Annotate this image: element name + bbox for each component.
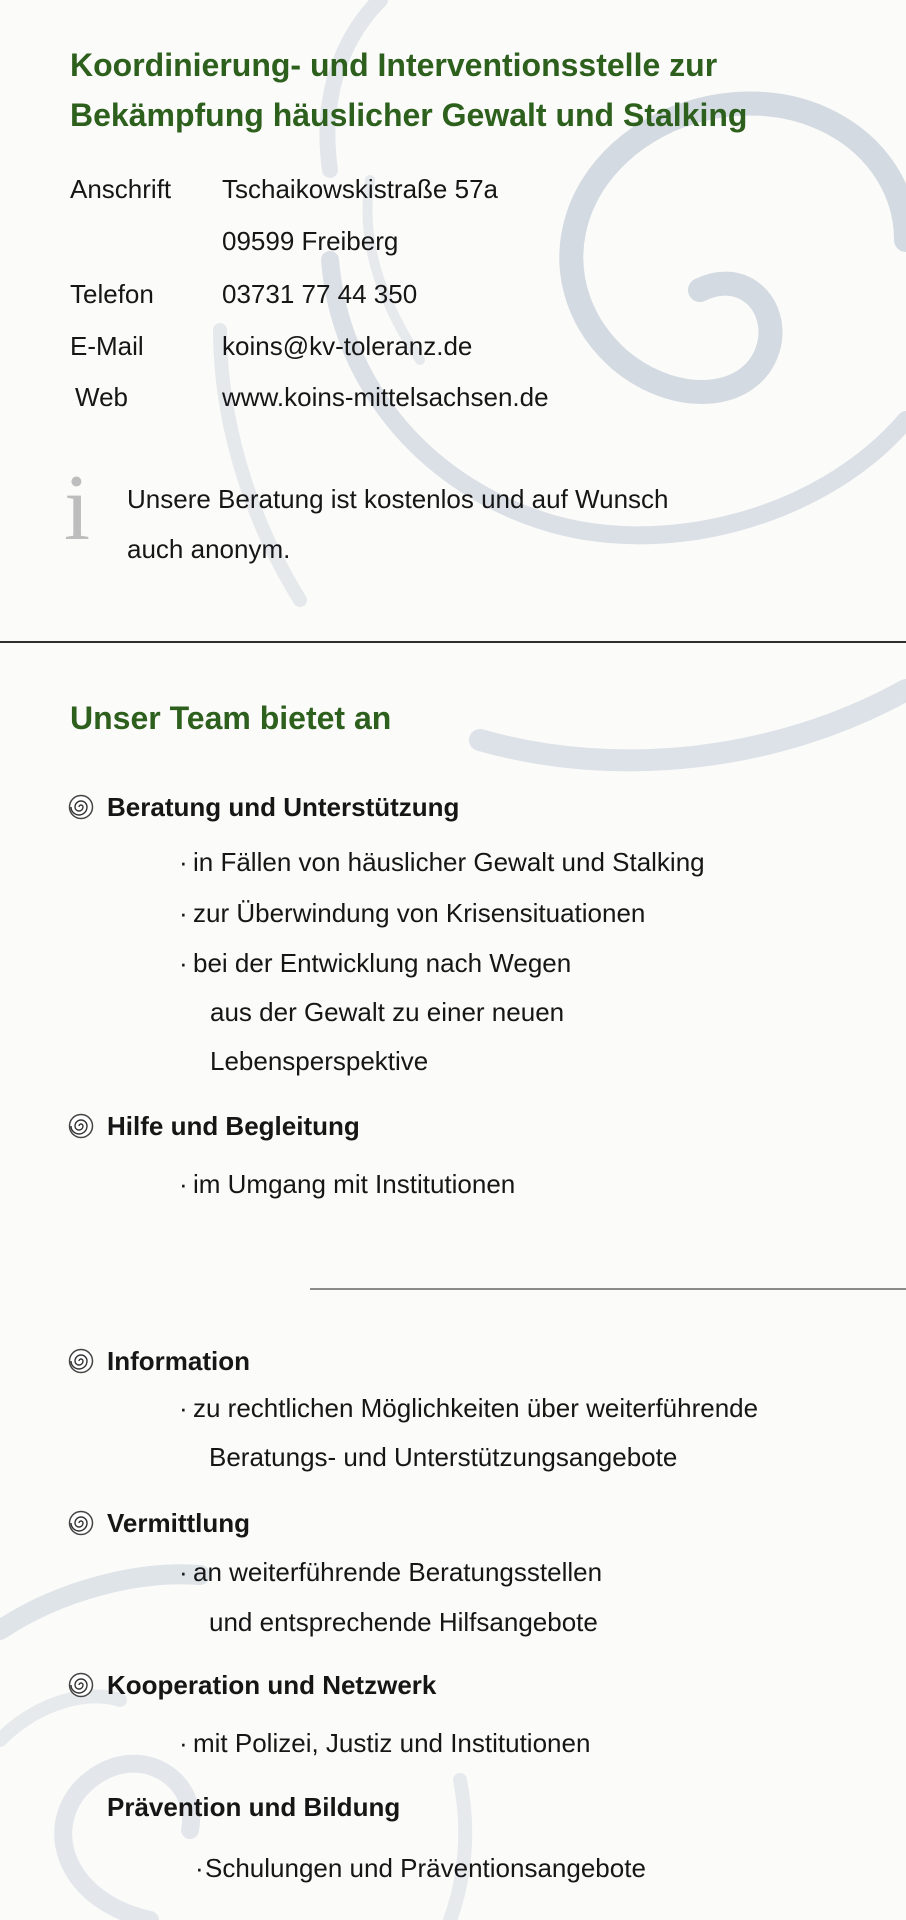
bullet-dot: · [179, 1169, 188, 1199]
offer-bullet [179, 1393, 759, 1423]
offer-bullet [179, 948, 572, 978]
offer-bullet-text: in Fällen von häuslicher Gewalt und Stalking [193, 847, 705, 877]
info-text-line: Unsere Beratung ist kostenlos und auf Wunsch [127, 484, 669, 514]
page-title [70, 40, 747, 140]
offer-title: Vermittlung [107, 1508, 251, 1538]
bullet-dot: · [195, 1853, 204, 1883]
offer-bullet [179, 1557, 603, 1587]
offer-bullet-text: zu rechtlichen Möglichkeiten über weiterführende [193, 1393, 759, 1423]
bullet-dot: · [179, 1393, 188, 1423]
bullet-dot: · [179, 898, 188, 928]
bullet-dot: · [179, 948, 188, 978]
offer-bullet [179, 1728, 591, 1758]
phone-number[interactable]: 03731 77 44 350 [222, 279, 418, 309]
phone-label: Telefon [70, 279, 154, 309]
offer-bullet-continuation: und entsprechende Hilfsangebote [209, 1607, 598, 1637]
web-label: Web [75, 382, 128, 412]
spiral-bullet-icon [68, 1348, 94, 1374]
bullet-dot: · [179, 1728, 188, 1758]
offer-bullet-continuation: aus der Gewalt zu einer neuen [210, 997, 565, 1027]
title-line: Bekämpfung häuslicher Gewalt und Stalking [70, 97, 748, 133]
offer-bullet-text: mit Polizei, Justiz und Institutionen [193, 1728, 591, 1758]
bullet-dot: · [179, 1557, 188, 1587]
offer-bullet-continuation: Lebensperspektive [210, 1046, 429, 1076]
offer-bullet [179, 898, 646, 928]
offer-title: Information [107, 1346, 250, 1376]
email-address[interactable]: koins@kv-toleranz.de [222, 331, 473, 361]
section-divider [0, 641, 906, 643]
offer-bullet-text: im Umgang mit Institutionen [193, 1169, 516, 1199]
web-address[interactable]: www.koins-mittelsachsen.de [222, 382, 549, 412]
offer-title: Prävention und Bildung [107, 1792, 401, 1822]
offer-bullet-text: an weiterführende Beratungsstellen [193, 1557, 603, 1587]
spiral-bullet-icon [68, 1672, 94, 1698]
spiral-bullet-icon [68, 794, 94, 820]
page-fold-divider [310, 1288, 906, 1290]
offer-bullet-text: bei der Entwicklung nach Wegen [193, 948, 572, 978]
spiral-bullet-icon [68, 1510, 94, 1536]
email-label: E-Mail [70, 331, 144, 361]
offer-bullet [179, 847, 705, 877]
offer-title: Hilfe und Begleitung [107, 1111, 360, 1141]
offer-bullet [195, 1853, 646, 1883]
info-text-line: auch anonym. [127, 534, 291, 564]
address-label: Anschrift [70, 174, 172, 204]
address-street: Tschaikowskistraße 57a [222, 174, 498, 204]
spiral-bullet-icon [68, 1113, 94, 1139]
offer-bullet [179, 1169, 516, 1199]
offer-title: Beratung und Unterstützung [107, 792, 460, 822]
offer-bullet-text: zur Überwindung von Krisensituationen [193, 898, 646, 928]
team-heading: Unser Team bietet an [70, 700, 392, 736]
bullet-dot: · [179, 847, 188, 877]
offer-title: Kooperation und Netzwerk [107, 1670, 437, 1700]
address-city: 09599 Freiberg [222, 226, 399, 256]
title-line: Koordinierung- und Interventionsstelle zur [70, 47, 718, 83]
offer-bullet-continuation: Beratungs- und Unterstützungsangebote [209, 1442, 678, 1472]
offer-bullet-text: Schulungen und Präventionsangebote [205, 1853, 646, 1883]
info-i-icon: i [64, 456, 91, 560]
